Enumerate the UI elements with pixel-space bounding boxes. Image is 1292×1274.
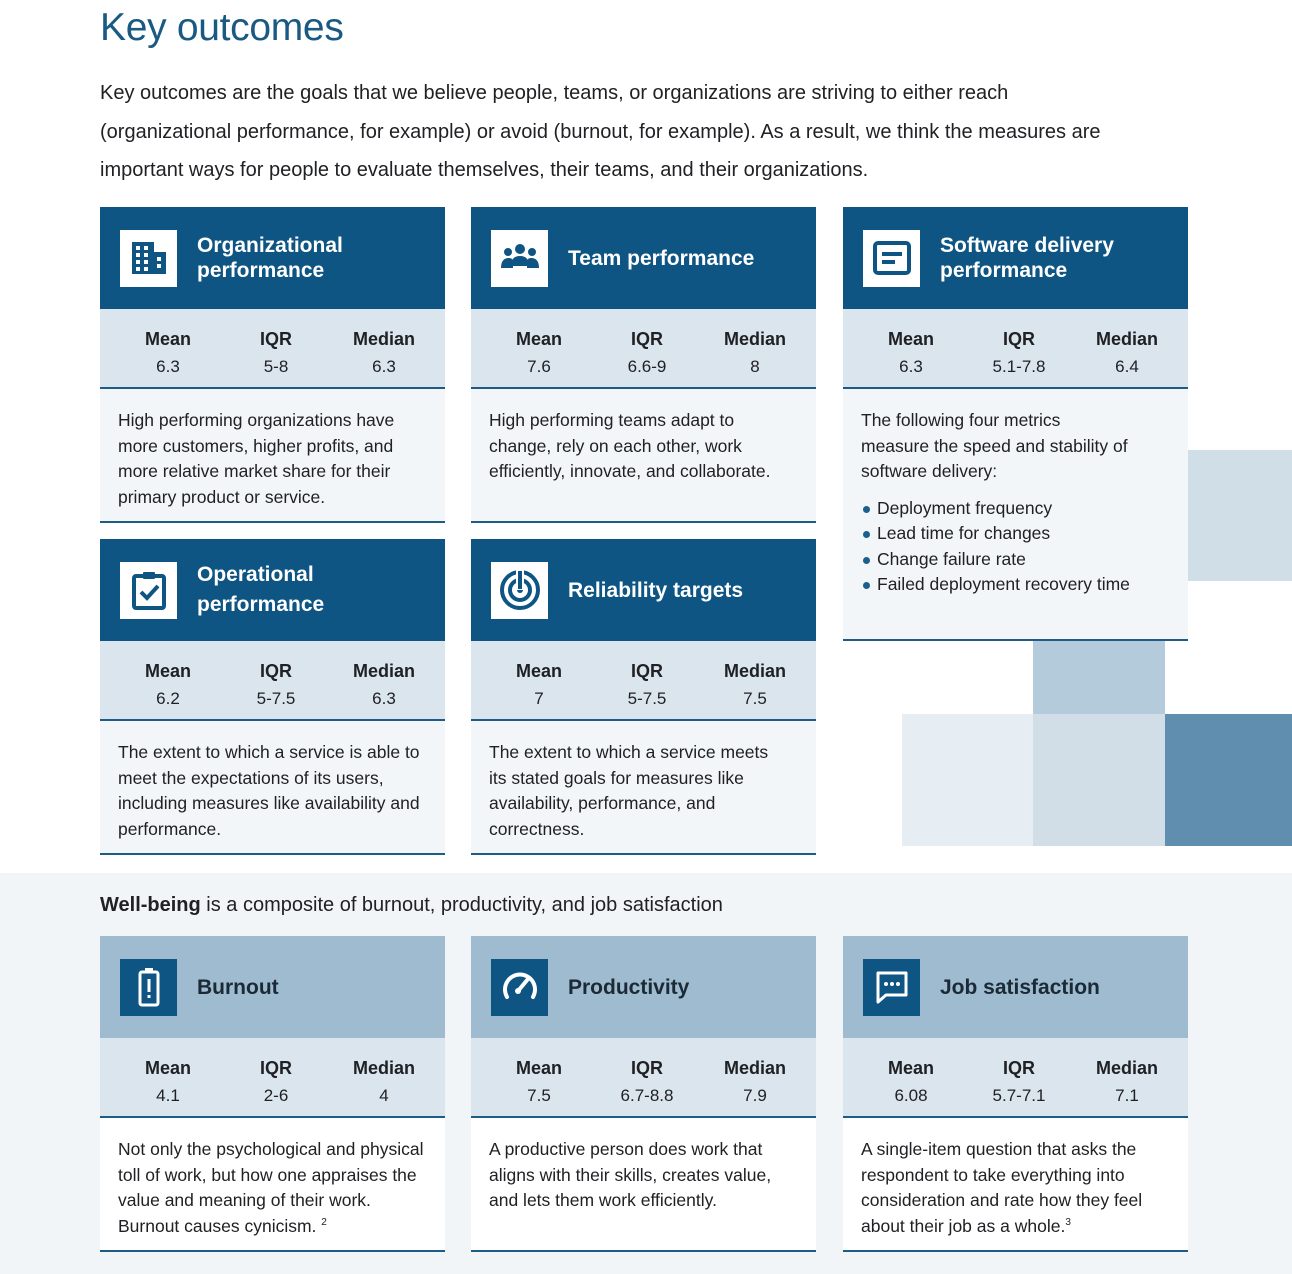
wellbeing-heading-bold: Well-being [100,894,201,916]
stat-mean [504,309,574,387]
card-header [471,936,816,1038]
stat-label: Mean [144,661,191,681]
stat-value: 8 [750,357,760,376]
card-description [843,389,1188,641]
card-header [471,207,816,309]
group-icon [491,230,548,287]
card-description [100,389,445,523]
stat-mean [133,1038,203,1116]
stat-value: 6.3 [899,357,923,376]
stats-row [100,641,445,721]
list-item: Change failure rate [861,547,1170,573]
stat-label: Median [723,329,786,349]
list-item: Lead time for changes [861,521,1170,547]
footnote-marker: 2 [321,1216,327,1228]
card-job-satisfaction [843,936,1188,1252]
footnote-marker: 3 [1065,1216,1071,1228]
stat-value: 5-7.5 [256,689,296,708]
stat-iqr [612,309,682,387]
stat-mean [133,641,203,719]
card-productivity [471,936,816,1252]
stat-mean [133,309,203,387]
description-text: A productive person does work that aligns with their skills, creates value, and lets them work efficiently. [489,1139,772,1210]
description-text: High performing teams adapt to change, rely on each other, work efficiently, innovate, and collaborate. [489,410,771,481]
stat-iqr [241,309,311,387]
card-header [100,936,445,1038]
stat-label: Median [352,661,415,681]
decor-square [1165,714,1292,846]
card-header [843,207,1188,309]
stat-label: Median [1095,329,1158,349]
card-title: Job satisfaction [940,975,1100,999]
card-header [471,539,816,641]
stat-value: 7.9 [743,1086,767,1105]
metrics-list [861,496,1170,598]
stat-median [349,641,419,719]
stat-value: 4.1 [156,1086,180,1105]
card-description [100,1118,445,1252]
card-title: Productivity [568,975,690,999]
stat-label: Median [352,1058,415,1078]
stat-label: IQR [259,329,292,349]
decor-square [1188,450,1292,581]
target-icon [491,562,548,619]
stats-row [100,1038,445,1118]
list-item: Failed deployment recovery time [861,572,1170,598]
card-title: Operational performance [197,563,325,616]
stat-value: 7.6 [527,357,551,376]
intro-paragraph: Key outcomes are the goals that we believe people, teams, or organizations are striving to either reach (organizational performance, for example) or avoid (burnout, for example). As a result, we think the measures are important ways for people to evaluate themselves, their teams, and their organizations. [100,82,1101,181]
window-icon [863,230,920,287]
stat-value: 5.1-7.8 [992,357,1046,376]
card-operational-performance [100,539,445,855]
stat-value: 6.7-8.8 [620,1086,674,1105]
card-header [843,936,1188,1038]
stat-value: 4 [379,1086,389,1105]
wellbeing-heading [100,894,723,917]
stat-label: Median [352,329,415,349]
stat-iqr [612,1038,682,1116]
wellbeing-heading-text: is a composite of burnout, productivity, and job satisfaction [200,894,723,916]
stat-label: Mean [887,329,934,349]
stat-label: Mean [144,1058,191,1078]
decor-square [1033,641,1165,714]
stat-median [1092,309,1162,387]
stat-iqr [241,641,311,719]
stat-median [720,1038,790,1116]
stat-value: 6.08 [894,1086,928,1105]
stats-row [843,309,1188,389]
stat-mean [504,641,574,719]
stat-value: 7 [534,689,544,708]
description-text: Not only the psychological and physical toll of work, but how one appraises the value and meaning of their work. Burnout causes cynicism. [118,1139,424,1236]
stat-median [720,641,790,719]
battery-alert-icon [120,959,177,1016]
stat-value: 5.7-7.1 [992,1086,1046,1105]
card-software-delivery-performance [843,207,1188,641]
stat-label: IQR [1002,329,1035,349]
stat-label: IQR [630,1058,663,1078]
card-burnout [100,936,445,1252]
stats-row [843,1038,1188,1118]
stat-label: Median [1095,1058,1158,1078]
stat-label: Mean [144,329,191,349]
stat-mean [504,1038,574,1116]
stat-value: 7.1 [1115,1086,1139,1105]
stat-label: Mean [887,1058,934,1078]
card-title: Burnout [197,975,279,999]
stat-label: Median [723,1058,786,1078]
stat-value: 6.3 [372,357,396,376]
stat-label: IQR [1002,1058,1035,1078]
description-text: The following four metrics measure the speed and stability of software delivery: [861,410,1128,481]
stat-iqr [612,641,682,719]
description-text: The extent to which a service meets its stated goals for measures like availability, performance, and correctness. [489,742,769,839]
stat-value: 6.6-9 [627,357,667,376]
card-title: Team performance [568,246,755,270]
card-description [471,1118,816,1252]
stat-value: 6.3 [156,357,180,376]
stat-median [1092,1038,1162,1116]
page-title: Key outcomes [100,6,344,49]
decor-square [902,714,1033,846]
card-description [100,721,445,855]
stat-value: 2-6 [263,1086,289,1105]
stat-label: IQR [259,661,292,681]
decor-square [1033,714,1165,846]
card-description [471,721,816,855]
stat-label: IQR [630,329,663,349]
chat-bubble-icon [863,959,920,1016]
card-title: Organizational performance [197,234,343,282]
clipboard-check-icon [120,562,177,619]
stat-value: 7.5 [527,1086,551,1105]
card-title: Software delivery performance [940,234,1114,282]
stat-label: Mean [515,329,562,349]
stat-mean [876,309,946,387]
stat-value: 7.5 [743,689,767,708]
stat-median [720,309,790,387]
stat-label: Mean [515,1058,562,1078]
card-description [471,389,816,523]
stats-row [471,641,816,721]
card-header [100,207,445,309]
stats-row [471,1038,816,1118]
stat-value: 6.2 [156,689,180,708]
card-header [100,539,445,641]
stat-value: 6.4 [1115,357,1139,376]
description-text: The extent to which a service is able to meet the expectations of its users, including measures like availability and performance. [118,742,420,839]
stat-median [349,309,419,387]
stat-iqr [241,1038,311,1116]
stat-label: IQR [259,1058,292,1078]
stat-value: 5-8 [263,357,289,376]
card-team-performance [471,207,816,523]
stat-label: Median [723,661,786,681]
stat-median [349,1038,419,1116]
description-text: High performing organizations have more customers, higher profits, and more relative market share for their primary product or service. [118,410,395,507]
stats-row [100,309,445,389]
stat-iqr [984,1038,1054,1116]
stat-value: 5-7.5 [627,689,667,708]
stat-iqr [984,309,1054,387]
card-organizational-performance [100,207,445,523]
card-description [843,1118,1188,1252]
list-item: Deployment frequency [861,496,1170,522]
stat-value: 6.3 [372,689,396,708]
stats-row [471,309,816,389]
stat-mean [876,1038,946,1116]
stat-label: IQR [630,661,663,681]
card-reliability-targets [471,539,816,855]
speedometer-icon [491,959,548,1016]
description-text: A single-item question that asks the respondent to take everything into consideration and rate how they feel about their job as a whole. [861,1139,1143,1236]
stat-label: Mean [515,661,562,681]
card-title: Reliability targets [568,578,744,602]
building-icon [120,230,177,287]
